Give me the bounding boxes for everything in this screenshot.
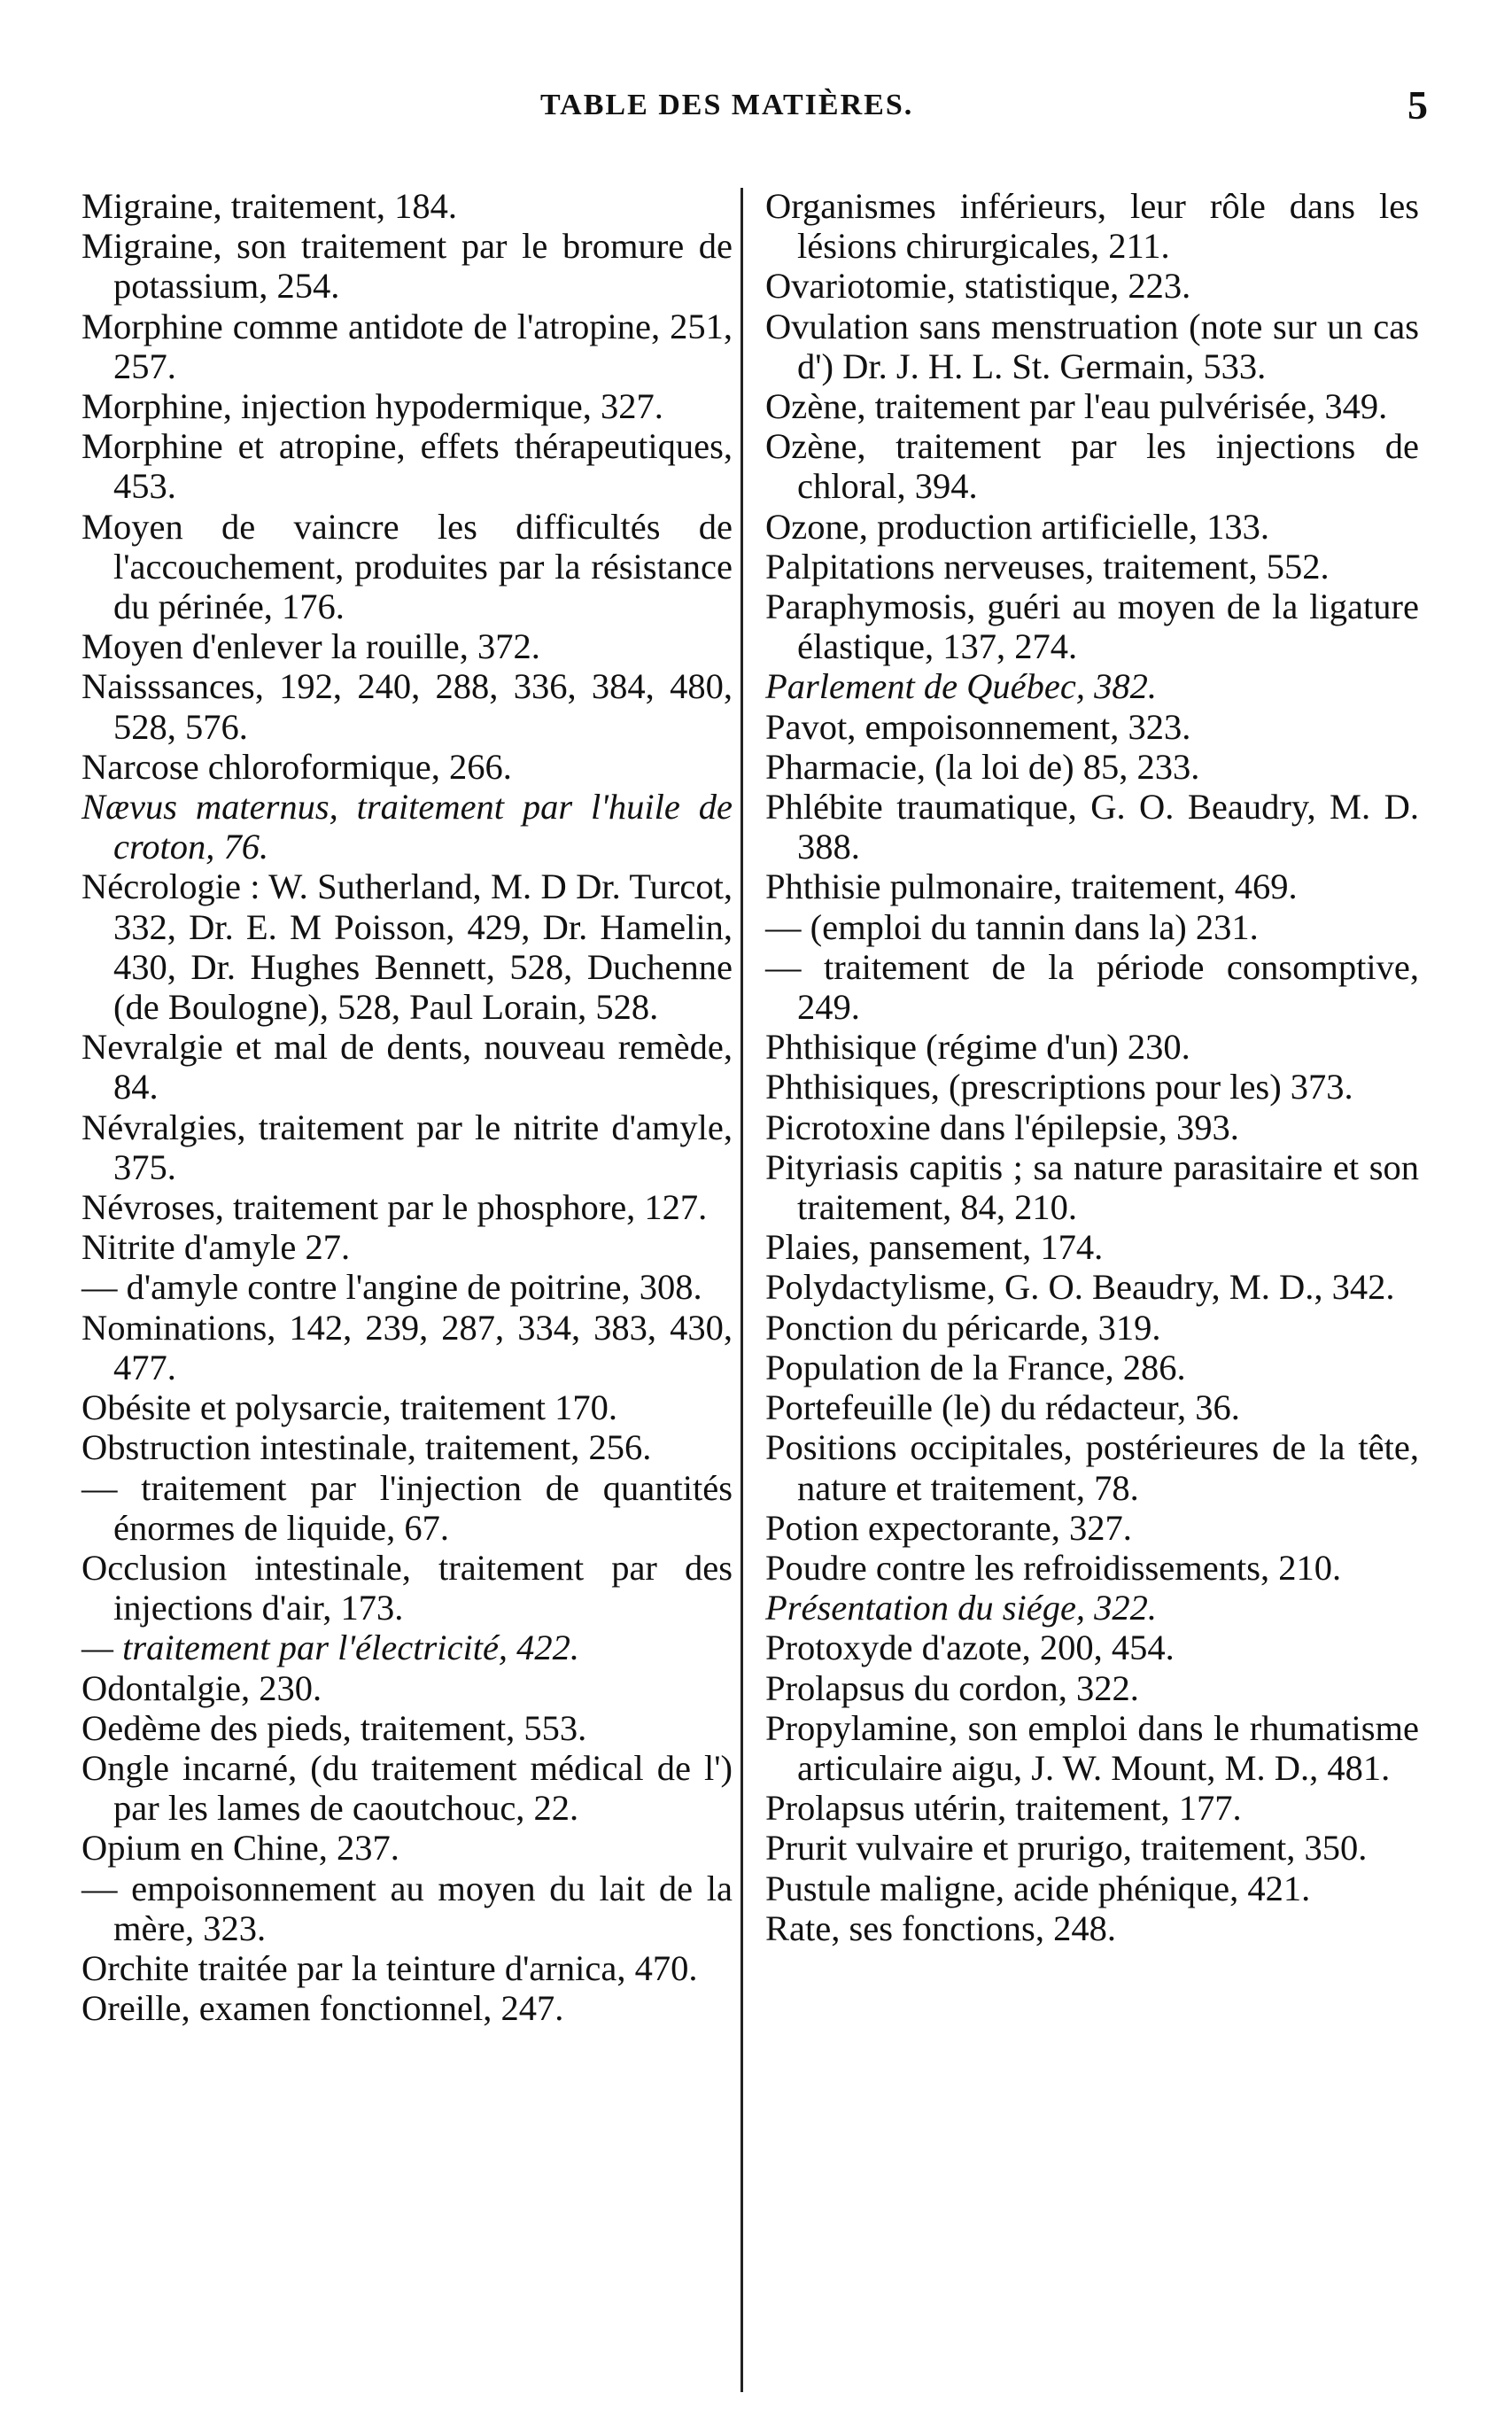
index-entry: Phthisique (régime d'un) 230. (765, 1027, 1190, 1068)
index-entry: Moyen d'enlever la rouille, 372. (81, 626, 540, 667)
index-entry: Occlusion intestinale, traitement par des injections d'air, 173. (81, 1547, 733, 1628)
index-entry: Pavot, empoisonnement, 323. (765, 706, 1191, 747)
index-entry: Migraine, traitement, 184. (81, 186, 458, 226)
index-entry: Ovariotomie, statistique, 223. (765, 266, 1191, 307)
index-entry: Positions occipitales, postérieures de la tête, nature et traitement, 78. (765, 1427, 1419, 1508)
index-entry: Obstruction intestinale, traitement, 256. (81, 1427, 652, 1468)
index-entry: Naisssances, 192, 240, 288, 336, 384, 480, 528, 576. (81, 666, 733, 747)
index-entry: Obésite et polysarcie, traitement 170. (81, 1387, 618, 1428)
index-entry: Ozone, production artificielle, 133. (765, 506, 1270, 547)
index-entry: Nécrologie : W. Sutherland, M. D Dr. Turcot, 332, Dr. E. M Poisson, 429, Dr. Hamelin, 430, Dr. Hughes Bennett, 528, Duchenne (de Boulogne), 528, Paul Lorain, 528. (81, 866, 733, 1028)
index-entry: Nevralgie et mal de dents, nouveau remède, 84. (81, 1027, 733, 1107)
index-entry: Opium en Chine, 237. (81, 1828, 399, 1869)
index-entry: Ongle incarné, (du traitement médical de l') par les lames de caoutchouc, 22. (81, 1747, 733, 1829)
index-entry: — traitement par l'injection de quantités énormes de liquide, 67. (81, 1467, 733, 1548)
index-entry: Ponction du péricarde, 319. (765, 1307, 1161, 1348)
index-entry: — (emploi du tannin dans la) 231. (765, 906, 1259, 947)
index-entry: — traitement par l'électricité, 422. (81, 1628, 580, 1668)
index-entry: Organismes inférieurs, leur rôle dans les lésions chirurgicales, 211. (765, 186, 1419, 267)
index-entry: Nitrite d'amyle 27. (81, 1227, 351, 1268)
running-header (0, 82, 1512, 142)
index-entry: — d'amyle contre l'angine de poitrine, 308. (81, 1267, 702, 1308)
page-number: 5 (1407, 82, 1428, 128)
column-divider (740, 188, 743, 2392)
index-entry: Prolapsus utérin, traitement, 177. (765, 1788, 1242, 1829)
index-entry: Odontalgie, 230. (81, 1667, 322, 1708)
index-entry: Picrotoxine dans l'épilepsie, 393. (765, 1107, 1239, 1147)
index-entry: Protoxyde d'azote, 200, 454. (765, 1628, 1175, 1668)
index-entry: Oreille, examen fonctionnel, 247. (81, 1988, 564, 2029)
index-entry: Morphine comme antidote de l'atropine, 251, 257. (81, 306, 733, 386)
index-entry: Polydactylisme, G. O. Beaudry, M. D., 342. (765, 1267, 1395, 1308)
index-entry: Pityriasis capitis ; sa nature parasitaire et son traitement, 84, 210. (765, 1146, 1419, 1228)
index-entry: Oedème des pieds, traitement, 553. (81, 1707, 587, 1748)
index-entry: Ozène, traitement par l'eau pulvérisée, 349. (765, 386, 1388, 427)
index-entry: Rate, ses fonctions, 248. (765, 1908, 1116, 1948)
index-entry: — empoisonnement au moyen du lait de la mère, 323. (81, 1868, 733, 1948)
index-entry: Phthisiques, (prescriptions pour les) 373. (765, 1067, 1353, 1107)
index-entry: Morphine, injection hypodermique, 327. (81, 386, 663, 427)
index-entry: Potion expectorante, 327. (765, 1507, 1132, 1548)
index-entry: Morphine et atropine, effets thérapeutiques, 453. (81, 426, 733, 507)
index-entry: Palpitations nerveuses, traitement, 552. (765, 546, 1330, 587)
index-entry: Névroses, traitement par le phosphore, 127. (81, 1187, 708, 1228)
index-entry: Ovulation sans menstruation (note sur un cas d') Dr. J. H. L. St. Germain, 533. (765, 306, 1419, 386)
index-entry: Prolapsus du cordon, 322. (765, 1667, 1139, 1708)
index-entry: Narcose chloroformique, 266. (81, 746, 512, 787)
running-title: TABLE DES MATIÈRES. (540, 89, 914, 121)
index-entry: Parlement de Québec, 382. (765, 666, 1157, 707)
index-entry: Présentation du siége, 322. (765, 1588, 1158, 1628)
index-entry: Propylamine, son emploi dans le rhumatisme articulaire aigu, J. W. Mount, M. D., 481. (765, 1707, 1419, 1788)
index-entry: Plaies, pansement, 174. (765, 1227, 1104, 1268)
index-entry: Pharmacie, (la loi de) 85, 233. (765, 746, 1200, 787)
index-entry: Portefeuille (le) du rédacteur, 36. (765, 1387, 1240, 1428)
index-entry: Moyen de vaincre les difficultés de l'accouchement, produites par la résistance du périnée, 176. (81, 506, 733, 627)
index-entry: Orchite traitée par la teinture d'arnica, 470. (81, 1947, 698, 1988)
index-entry: Population de la France, 286. (765, 1347, 1186, 1387)
index-entry: Phthisie pulmonaire, traitement, 469. (765, 866, 1298, 907)
index-entry: Nævus maternus, traitement par l'huile de croton, 76. (81, 787, 733, 867)
index-entry: Migraine, son traitement par le bromure de potassium, 254. (81, 226, 733, 307)
index-column-left (81, 186, 733, 2028)
index-entry: Poudre contre les refroidissements, 210. (765, 1547, 1342, 1588)
index-entry: Paraphymosis, guéri au moyen de la ligature élastique, 137, 274. (765, 587, 1419, 667)
index-entry: Pustule maligne, acide phénique, 421. (765, 1868, 1311, 1908)
index-entry: Phlébite traumatique, G. O. Beaudry, M. D. 388. (765, 787, 1419, 867)
index-column-right (765, 186, 1419, 1948)
index-entry: — traitement de la période consomptive, 249. (765, 946, 1419, 1028)
index-entry: Névralgies, traitement par le nitrite d'amyle, 375. (81, 1107, 733, 1187)
index-entry: Ozène, traitement par les injections de chloral, 394. (765, 426, 1419, 507)
index-entry: Prurit vulvaire et prurigo, traitement, 350. (765, 1828, 1368, 1869)
index-entry: Nominations, 142, 239, 287, 334, 383, 430, 477. (81, 1307, 733, 1387)
